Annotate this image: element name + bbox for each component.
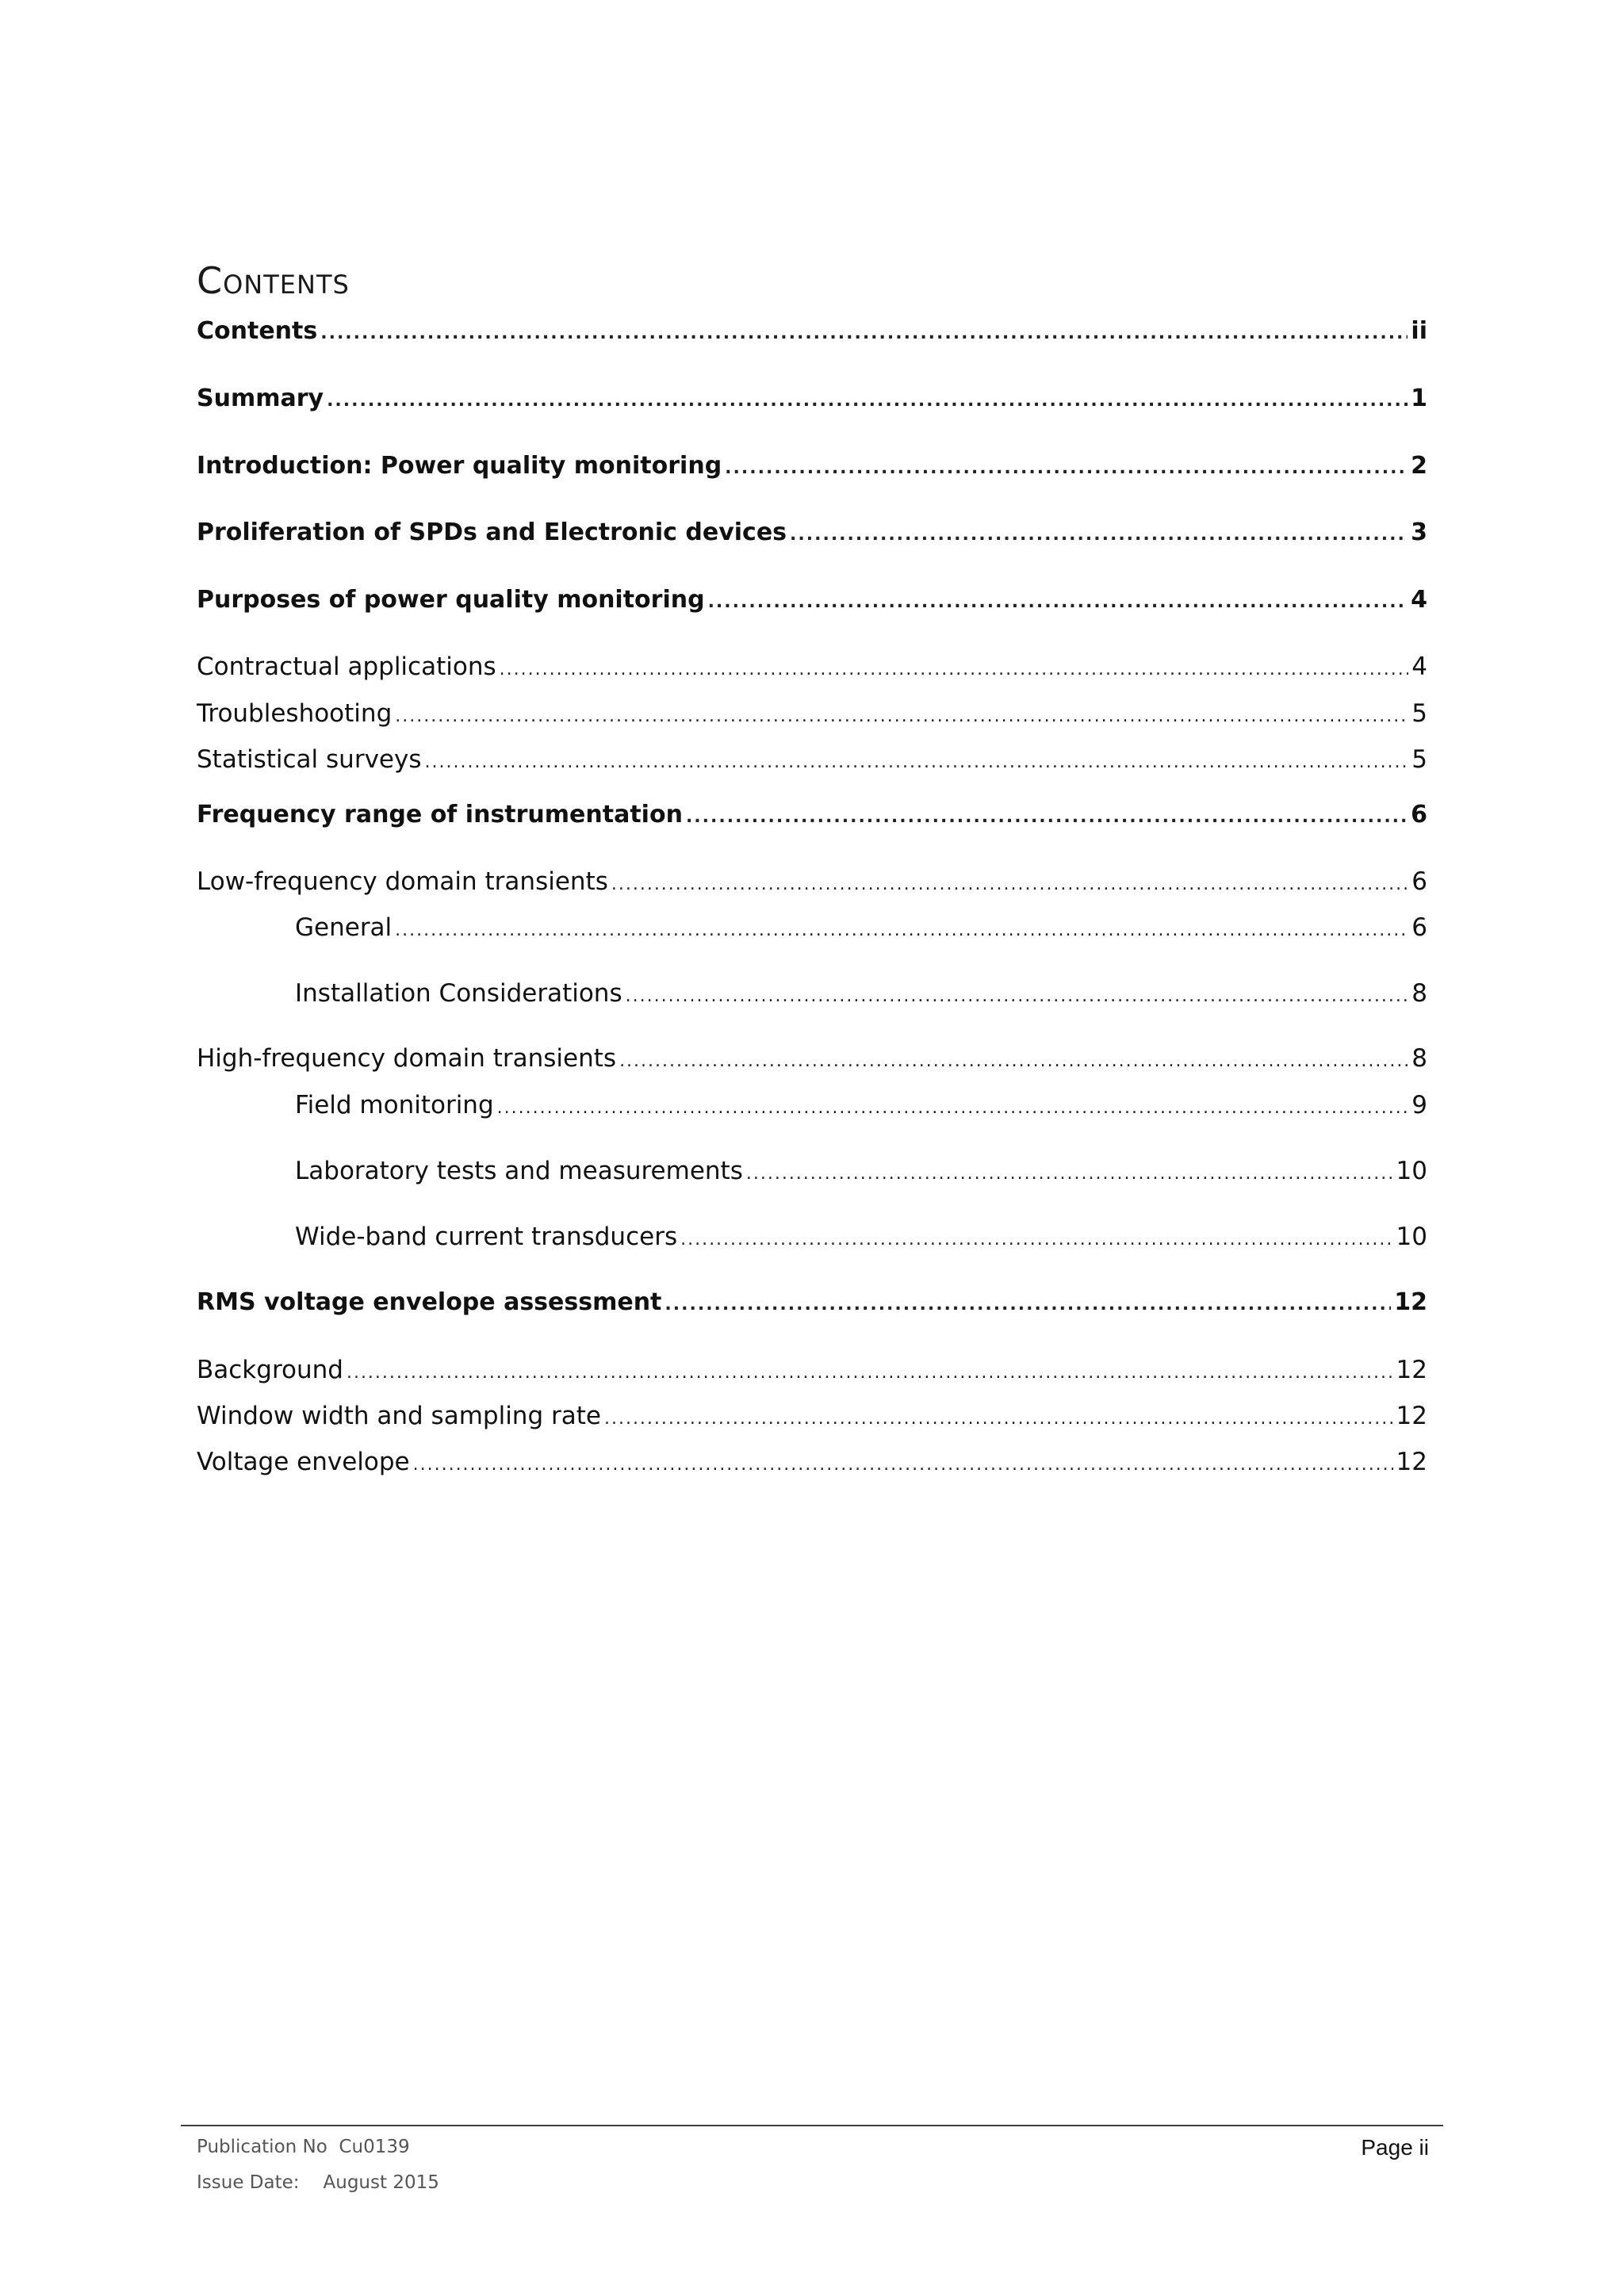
toc-entry-title: RMS voltage envelope assessment bbox=[197, 1288, 662, 1316]
toc-entry-page: 2 bbox=[1411, 452, 1427, 480]
toc-dot-leader bbox=[680, 1223, 1392, 1257]
toc-entry-page: 6 bbox=[1411, 801, 1427, 828]
toc-entry[interactable] bbox=[295, 910, 1427, 945]
toc-entry[interactable] bbox=[197, 1285, 1427, 1320]
toc-entry-title: Introduction: Power quality monitoring bbox=[197, 452, 722, 480]
toc-entry[interactable] bbox=[197, 742, 1427, 777]
toc-entry-page: 1 bbox=[1411, 385, 1427, 412]
toc-entry-page: 10 bbox=[1396, 1223, 1427, 1251]
toc-dot-leader bbox=[611, 867, 1408, 902]
toc-entry[interactable] bbox=[197, 1399, 1427, 1433]
toc-dot-leader bbox=[327, 384, 1408, 419]
issue-date-value: August 2015 bbox=[323, 2172, 439, 2193]
toc-dot-leader bbox=[395, 913, 1408, 948]
toc-entry[interactable] bbox=[295, 1219, 1427, 1254]
toc-entry[interactable] bbox=[197, 449, 1427, 484]
toc-dot-leader bbox=[413, 1448, 1393, 1483]
toc-dot-leader bbox=[604, 1402, 1393, 1437]
toc-entry-title: Voltage envelope bbox=[197, 1448, 410, 1476]
toc-entry-title: High-frequency domain transients bbox=[197, 1044, 617, 1073]
publication-number: Publication No Cu0139 bbox=[197, 2137, 410, 2157]
toc-entry[interactable] bbox=[197, 381, 1427, 416]
toc-entry[interactable] bbox=[197, 798, 1427, 832]
toc-entry[interactable] bbox=[197, 649, 1427, 684]
toc-entry-title: Contents bbox=[197, 317, 318, 345]
toc-entry[interactable] bbox=[197, 314, 1427, 349]
toc-entry-title: Installation Considerations bbox=[295, 979, 622, 1008]
toc-entry-page: 10 bbox=[1396, 1157, 1427, 1185]
toc-entry-title: Low-frequency domain transients bbox=[197, 867, 608, 896]
toc-entry[interactable] bbox=[197, 1445, 1427, 1479]
issue-date-label: Issue Date: bbox=[197, 2172, 300, 2193]
toc-entry-page: 6 bbox=[1411, 913, 1427, 942]
toc-entry-page: 5 bbox=[1411, 745, 1427, 774]
toc-dot-leader bbox=[686, 800, 1408, 835]
toc-entry-page: 12 bbox=[1396, 1448, 1427, 1476]
toc-entry[interactable] bbox=[197, 864, 1427, 899]
toc-entry[interactable] bbox=[197, 1353, 1427, 1387]
toc-entry-page: 6 bbox=[1411, 867, 1427, 896]
toc-dot-leader bbox=[708, 585, 1408, 620]
toc-entry[interactable] bbox=[197, 696, 1427, 731]
toc-dot-leader bbox=[497, 1091, 1409, 1126]
toc-entry[interactable] bbox=[197, 583, 1427, 618]
toc-dot-leader bbox=[424, 745, 1408, 780]
toc-entry-page: 4 bbox=[1411, 652, 1427, 681]
toc-entry-page: 4 bbox=[1411, 586, 1427, 614]
toc-entry-page: 12 bbox=[1394, 1288, 1427, 1316]
toc-entry[interactable] bbox=[295, 1088, 1427, 1123]
toc-entry-page: 5 bbox=[1411, 699, 1427, 728]
toc-entry-page: 3 bbox=[1411, 519, 1427, 546]
toc-entry-title: Summary bbox=[197, 385, 324, 412]
toc-entry[interactable] bbox=[295, 1154, 1427, 1188]
toc-entry-page: 12 bbox=[1396, 1402, 1427, 1430]
toc-dot-leader bbox=[725, 451, 1408, 486]
toc-entry[interactable] bbox=[197, 515, 1427, 550]
toc-dot-leader bbox=[626, 979, 1409, 1014]
toc-entry-title: General bbox=[295, 913, 393, 942]
toc-dot-leader bbox=[320, 316, 1408, 351]
toc-entry-title: Laboratory tests and measurements bbox=[295, 1157, 743, 1185]
toc-entry-page: ii bbox=[1411, 317, 1427, 345]
page-number: Page ii bbox=[1361, 2135, 1429, 2160]
toc-dot-leader bbox=[665, 1288, 1391, 1322]
toc-dot-leader bbox=[619, 1044, 1408, 1079]
toc-dot-leader bbox=[790, 518, 1408, 553]
toc-entry-page: 9 bbox=[1411, 1091, 1427, 1119]
toc-entry-title: Contractual applications bbox=[197, 652, 496, 681]
toc-entry-title: Background bbox=[197, 1356, 343, 1384]
toc-dot-leader bbox=[746, 1157, 1393, 1192]
toc-entry-title: Troubleshooting bbox=[197, 699, 393, 728]
toc-entry-page: 12 bbox=[1396, 1356, 1427, 1384]
toc-entry-title: Field monitoring bbox=[295, 1091, 494, 1119]
toc-dot-leader bbox=[395, 699, 1408, 734]
toc-entry-title: Wide-band current transducers bbox=[295, 1223, 678, 1251]
toc-entry-title: Window width and sampling rate bbox=[197, 1402, 601, 1430]
toc-entry-title: Frequency range of instrumentation bbox=[197, 801, 683, 828]
toc-dot-leader bbox=[347, 1356, 1393, 1391]
toc-entry-title: Proliferation of SPDs and Electronic devices bbox=[197, 519, 787, 546]
page-title: Contents bbox=[197, 258, 350, 302]
toc-entry[interactable] bbox=[295, 976, 1427, 1011]
toc-dot-leader bbox=[500, 652, 1409, 687]
issue-date-row bbox=[197, 2174, 439, 2192]
toc-entry-title: Purposes of power quality monitoring bbox=[197, 586, 705, 614]
toc-entry[interactable] bbox=[197, 1041, 1427, 1076]
toc-entry-title: Statistical surveys bbox=[197, 745, 422, 774]
footer-divider bbox=[181, 2125, 1443, 2126]
toc-entry-page: 8 bbox=[1411, 1044, 1427, 1073]
toc-entry-page: 8 bbox=[1411, 979, 1427, 1008]
